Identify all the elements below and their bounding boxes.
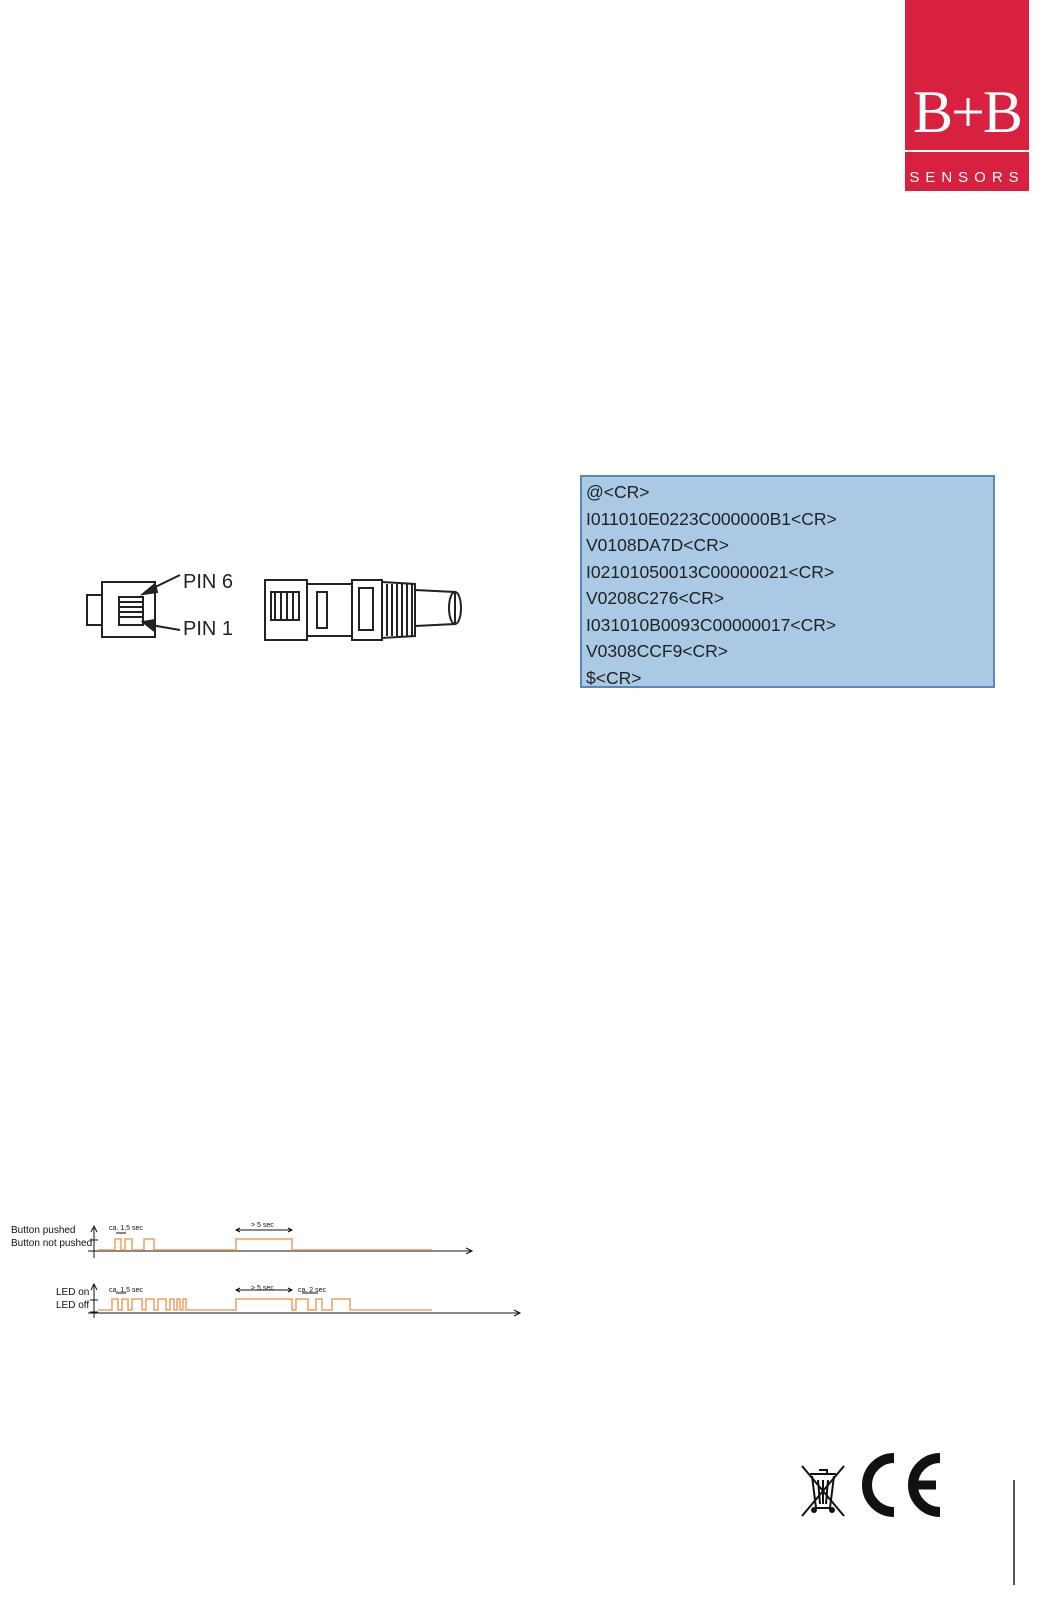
code-line: V0108DA7D<CR> (586, 535, 729, 555)
led-blink-annotation: ca. 2 sec (298, 1287, 327, 1294)
rj-plug-icon (265, 580, 461, 640)
code-line: @<CR> (586, 482, 650, 502)
pin-1-label: PIN 1 (183, 618, 234, 640)
led-on-label: LED on (56, 1287, 90, 1298)
rj-jack-icon (87, 582, 155, 637)
logo-mark: B+B (913, 79, 1021, 145)
logo-divider (905, 150, 1029, 152)
code-line: I02101050013C00000021<CR> (586, 561, 835, 582)
code-line: I011010E0223C000000B1<CR> (586, 508, 837, 529)
code-line: V0308CCF9<CR> (586, 641, 729, 661)
code-line: $<CR> (586, 667, 642, 688)
logo-subtitle: SENSORS (909, 169, 1025, 186)
led-off-label: LED off (56, 1300, 90, 1311)
code-line: V0208C276<CR> (586, 588, 725, 608)
button-signal (98, 1239, 432, 1250)
code-line: I031010B0093C00000017<CR> (586, 614, 837, 635)
button-short-annotation: ca. 1,5 sec (109, 1225, 143, 1232)
protocol-example-box (580, 475, 995, 688)
led-timing-diagram (0, 1280, 530, 1340)
button-not-pushed-label: Button not pushed (11, 1238, 93, 1249)
led-short-annotation: ca. 1,5 sec (109, 1287, 143, 1294)
ce-mark-icon (856, 1452, 946, 1518)
led-signal (98, 1299, 432, 1310)
led-long-annotation: > 5 sec (251, 1285, 274, 1292)
rj-connector-diagram (85, 570, 485, 660)
button-pushed-label: Button pushed (11, 1225, 76, 1236)
crossed-out-bin-icon (800, 1462, 846, 1518)
page-edge-marker (1013, 1480, 1015, 1585)
button-long-annotation: > 5 sec (251, 1222, 274, 1229)
pin-arrows (143, 575, 180, 630)
button-timing-diagram (0, 1220, 480, 1280)
pin-6-label: PIN 6 (183, 571, 234, 593)
brand-logo (905, 0, 1029, 191)
